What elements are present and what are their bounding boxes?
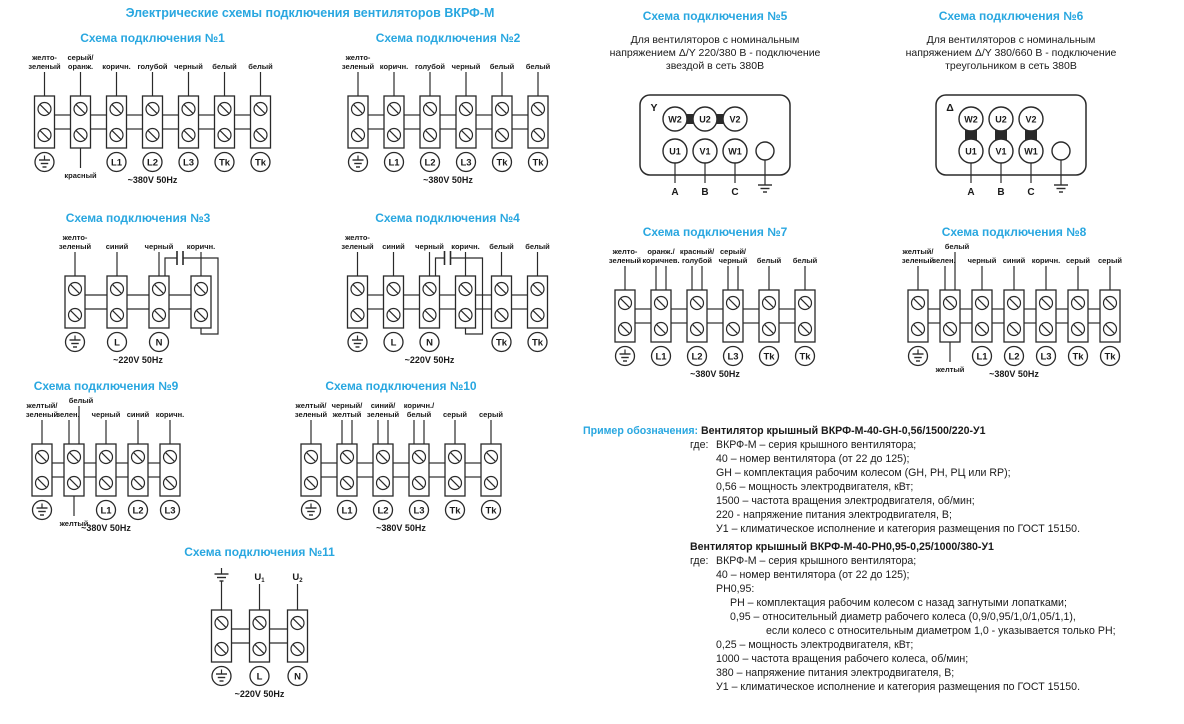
terminal-designation: Tk [799, 351, 811, 363]
terminal-designation: Tk [532, 157, 544, 169]
terminal-top-label: зеленый [341, 62, 375, 71]
voltage-label: ~220V 50Hz [404, 355, 455, 365]
scheme-11 [172, 544, 347, 705]
scheme-11-diagram [172, 560, 347, 705]
example-block-1 [690, 438, 1184, 536]
example-line: если колесо с относительным диаметром 1,0 - указывается только PH; [766, 625, 1116, 637]
terminal-top-label: зеленый [28, 62, 61, 71]
terminal-top-label: коричнев. [642, 256, 680, 265]
terminal-top-label: $U_1$ [254, 572, 265, 584]
terminal-designation: L3 [460, 157, 472, 169]
example-line: У1 – климатическое исполнение и категория размещения по ГОСТ 15150. [716, 681, 1081, 693]
scheme-2 [322, 30, 574, 191]
terminal-top-label: белый [489, 242, 514, 251]
terminal-below-label: красный [64, 171, 97, 180]
terminal-top-label: коричн. [379, 62, 409, 71]
terminal-designation: L1 [341, 505, 353, 517]
example-lines-1 [716, 438, 1184, 536]
terminal-designation: L1 [976, 351, 988, 363]
terminal-top-label: белый [406, 410, 432, 419]
example-line: ВКРФ-М – серия крышного вентилятора; [716, 439, 917, 451]
winding-terminal-label: W1 [1024, 146, 1038, 157]
ground-terminal-icon [66, 333, 85, 352]
terminal-top-label: $U_2$ [292, 572, 303, 584]
terminal-top-label: желто- [62, 233, 88, 242]
terminal-designation: Tk [449, 505, 461, 517]
terminal-top-label: зеленый [366, 410, 400, 419]
terminal-designation: L2 [146, 157, 159, 169]
terminal-top-label: коричн. [451, 242, 480, 251]
terminal-designation: Tk [496, 157, 508, 169]
terminal-top-label: коричн. [102, 62, 131, 71]
earth-terminal [756, 142, 774, 160]
phase-label: A [967, 187, 975, 198]
winding-symbol: Y [650, 102, 658, 114]
ground-terminal-icon [35, 153, 54, 172]
terminal-designation: L1 [110, 157, 123, 169]
terminal-designation: L3 [413, 505, 425, 517]
terminal-top-label: желто- [32, 53, 57, 62]
scheme-8-diagram [895, 240, 1133, 385]
terminal-top-label: оранж. [67, 62, 94, 71]
terminal-top-label: коричн. [155, 410, 185, 419]
terminal-designation: L3 [182, 157, 195, 169]
terminal-designation: L [256, 671, 263, 683]
earth-terminal [1052, 142, 1070, 160]
terminal-top-label: коричн. [1031, 256, 1061, 265]
scheme-10-diagram [270, 394, 532, 539]
description-line: Для вентиляторов с номинальным [926, 34, 1096, 46]
terminal-designation: Tk [763, 351, 775, 363]
example-line: PH0,95: [716, 583, 755, 595]
terminal-top-label: зеленый [608, 256, 642, 265]
example-line: ВКРФ-М – серия крышного вентилятора; [716, 555, 917, 567]
terminal-top-label: синий [1002, 256, 1026, 265]
terminal-designation: Tk [485, 505, 497, 517]
terminal-top-label: зеленый [341, 242, 374, 251]
terminal-designation: L2 [1008, 351, 1020, 363]
example-line: 0,56 – мощность электродвигателя, кВт; [716, 481, 914, 493]
terminal-top-label: черный [967, 256, 997, 265]
terminal-designation: L2 [132, 505, 144, 517]
terminal-designation: L2 [424, 157, 436, 169]
terminal-top-label: зеленый [294, 410, 328, 419]
description-line: Для вентиляторов с номинальным [630, 34, 800, 46]
terminal-top-label: коричн. [186, 242, 216, 251]
terminal-designation: L1 [100, 505, 112, 517]
terminal-top-label: белый [944, 242, 970, 251]
example-line: 1500 – частота вращения электродвигателя, об/мин; [716, 495, 975, 507]
terminal-top-label: серый/ [719, 247, 747, 256]
terminal-designation: Tk [1072, 351, 1084, 363]
terminal-top-label: черный [718, 256, 748, 265]
terminal-top-label: белый [756, 256, 782, 265]
terminal-top-label: голубой [414, 62, 446, 71]
terminal-top-label: черный [451, 62, 481, 71]
terminal-top-label: синий [105, 242, 129, 251]
scheme-9-title: Схема подключения №9 [33, 379, 179, 393]
terminal-top-label: белый [792, 256, 818, 265]
scheme-5-description [586, 34, 844, 73]
voltage-label: ~380V 50Hz [81, 523, 131, 533]
terminal-top-label: голубой [137, 62, 168, 71]
winding-terminal-label: U1 [965, 146, 977, 157]
scheme-1-diagram [10, 46, 295, 191]
terminal-top-label: серый [479, 410, 503, 419]
terminal-top-label: серый [1098, 256, 1122, 265]
terminal-top-label: белый [525, 242, 550, 251]
terminal-top-label: желтый/ [295, 401, 327, 410]
terminal-top-label: желтый/ [26, 401, 58, 410]
terminal-designation: N [155, 337, 163, 349]
example-title-2: Вентилятор крышный ВКРФ-М-40-PH0,95-0,25/1000/380-У1 [690, 541, 994, 553]
scheme-7-title: Схема подключения №7 [642, 225, 788, 239]
scheme-2-diagram [322, 46, 574, 191]
scheme-8 [895, 224, 1133, 385]
voltage-label: ~380V 50Hz [989, 369, 1039, 379]
winding-terminal-label: V1 [699, 146, 711, 157]
example-label: Пример обозначения: [583, 425, 699, 437]
example-line: PH – комплектация рабочим колесом с назад загнутыми лопатками; [730, 597, 1067, 609]
terminal-box [640, 95, 790, 175]
voltage-label: ~380V 50Hz [376, 523, 426, 533]
terminal-top-label: зеленый [901, 256, 935, 265]
terminal-top-label: желто- [612, 247, 638, 256]
description-line: треугольником в сеть 380В [945, 60, 1077, 72]
scheme-6-title: Схема подключения №6 [938, 9, 1084, 23]
winding-symbol: Δ [946, 102, 954, 114]
terminal-box [936, 95, 1086, 175]
scheme-7-diagram [586, 240, 844, 385]
terminal-top-label: белый [212, 62, 237, 71]
terminal-designation: N [426, 337, 433, 349]
winding-terminal-label: W1 [728, 146, 742, 157]
terminal-top-label: зеленый [58, 242, 92, 251]
scheme-10 [270, 378, 532, 539]
scheme-9-diagram [2, 394, 210, 539]
scheme-6-description [886, 34, 1136, 73]
terminal-top-label: желто- [345, 233, 370, 242]
terminal-top-label: синий [126, 410, 150, 419]
voltage-label: ~380V 50Hz [423, 175, 473, 185]
example-line: 1000 – частота вращения рабочего колеса, об/мин; [716, 653, 969, 665]
scheme-4 [330, 210, 565, 371]
terminal-below-label: желтый [935, 365, 965, 374]
example-title-1: Вентилятор крышный ВКРФ-М-40-GH-0,56/1500/220-У1 [701, 425, 986, 437]
scheme-3 [38, 210, 238, 371]
example-line: У1 – климатическое исполнение и категория размещения по ГОСТ 15150. [716, 523, 1081, 535]
terminal-top-label: голубой [681, 256, 713, 265]
page-title: Электрические схемы подключения вентиляторов ВКРФ-М [125, 6, 495, 20]
winding-terminal-label: V2 [729, 114, 741, 125]
terminal-top-label: зелен. [56, 410, 80, 419]
terminal-top-label: оранж./ [647, 247, 675, 256]
winding-terminal-label: U2 [699, 114, 711, 125]
winding-terminal-label: V1 [995, 146, 1007, 157]
scheme-6-diagram [886, 73, 1136, 213]
terminal-designation: L2 [377, 505, 389, 517]
scheme-8-title: Схема подключения №8 [941, 225, 1087, 239]
voltage-label: ~220V 50Hz [113, 355, 163, 365]
terminal-top-label: серый [1066, 256, 1090, 265]
ground-terminal-icon [349, 153, 368, 172]
winding-terminal-label: W2 [668, 114, 682, 125]
scheme-3-diagram [38, 226, 238, 371]
ground-terminal-icon [302, 501, 321, 520]
scheme-10-title: Схема подключения №10 [325, 379, 477, 393]
description-line: напряжением Δ/Y 220/380 В - подключение [609, 47, 821, 59]
terminal-top-label: зелен. [932, 256, 956, 265]
terminal-designation: Tk [254, 157, 267, 169]
terminal-top-label: желтый/ [902, 247, 934, 256]
terminal-top-label: синий/ [370, 401, 396, 410]
terminal-top-label: желто- [345, 53, 371, 62]
scheme-2-title: Схема подключения №2 [375, 31, 521, 45]
terminal-designation: N [294, 671, 301, 683]
phase-label: C [731, 187, 739, 198]
description-line: напряжением Δ/Y 380/660 В - подключение [905, 47, 1117, 59]
scheme-1-title: Схема подключения №1 [80, 31, 225, 45]
terminal-top-label: черный [91, 410, 121, 419]
capacitor-lead [165, 258, 177, 276]
terminal-top-label: белый [68, 396, 94, 405]
example-lines-2 [716, 554, 1184, 694]
voltage-label: ~220V 50Hz [234, 689, 285, 699]
terminal-designation: L [114, 337, 120, 349]
phase-label: B [997, 187, 1005, 198]
scheme-11-title: Схема подключения №11 [184, 545, 335, 559]
scheme-4-title: Схема подключения №4 [375, 211, 520, 225]
ground-terminal-icon [909, 347, 928, 366]
terminal-designation: Tk [218, 157, 231, 169]
scheme-3-title: Схема подключения №3 [65, 211, 211, 225]
terminal-top-label: белый [489, 62, 515, 71]
winding-terminal-label: U1 [669, 146, 681, 157]
ground-terminal-icon [616, 347, 635, 366]
example-line: 380 – напряжение питания электродвигателя, В; [716, 667, 955, 679]
terminal-top-label: синий [382, 242, 405, 251]
phase-label: B [701, 187, 709, 198]
terminal-top-label: черный [415, 242, 444, 251]
terminal-designation: L3 [727, 351, 739, 363]
example-heading-row [583, 424, 1184, 438]
terminal-below-label: желтый [59, 519, 89, 528]
example-line: 40 – номер вентилятора (от 22 до 125); [716, 569, 910, 581]
terminal-designation: L [390, 337, 397, 349]
phase-label: A [671, 187, 679, 198]
terminal-designation: L1 [655, 351, 667, 363]
terminal-top-label: серый/ [67, 53, 94, 62]
terminal-top-label: красный/ [679, 247, 715, 256]
phase-label: C [1027, 187, 1035, 198]
ground-terminal-icon [348, 333, 367, 352]
terminal-top-label: белый [525, 62, 551, 71]
winding-terminal-label: U2 [995, 114, 1007, 125]
terminal-top-label: черный [174, 62, 203, 71]
voltage-label: ~380V 50Hz [690, 369, 740, 379]
terminal-top-label: черный/ [331, 401, 363, 410]
example-where-2: где: [690, 555, 709, 567]
ground-terminal-icon [33, 501, 52, 520]
example-block-2 [690, 554, 1184, 694]
terminal-top-label: зеленый [25, 410, 59, 419]
scheme-6 [886, 8, 1136, 213]
terminal-top-label: серый [443, 410, 467, 419]
scheme-5-diagram [586, 73, 844, 213]
terminal-designation: Tk [1104, 351, 1116, 363]
example-where-1: где: [690, 439, 709, 451]
terminal-designation: L1 [388, 157, 400, 169]
example-line: 0,25 – мощность электродвигателя, кВт; [716, 639, 914, 651]
designation-example [583, 424, 1184, 694]
terminal-designation: Tk [531, 337, 544, 349]
terminal-designation: Tk [495, 337, 508, 349]
capacitor-lead [436, 258, 445, 276]
scheme-1 [10, 30, 295, 191]
terminal-top-label: белый [248, 62, 273, 71]
voltage-label: ~380V 50Hz [127, 175, 178, 185]
example-line: 40 – номер вентилятора (от 22 до 125); [716, 453, 910, 465]
terminal-top-label: черный [144, 242, 174, 251]
scheme-4-diagram [330, 226, 565, 371]
example-line: 220 - напряжение питания электродвигателя, В; [716, 509, 952, 521]
terminal-top-label: желтый [332, 410, 362, 419]
scheme-9 [2, 378, 210, 539]
scheme-5 [586, 8, 844, 213]
scheme-7 [586, 224, 844, 385]
winding-terminal-label: W2 [964, 114, 978, 125]
terminal-top-label: коричн./ [403, 401, 435, 410]
example-line: 0,95 – относительный диаметр рабочего колеса (0,9/0,95/1,0/1,05/1,1), [730, 611, 1076, 623]
terminal-designation: L3 [1040, 351, 1052, 363]
ground-terminal-icon [212, 667, 231, 686]
scheme-5-title: Схема подключения №5 [642, 9, 788, 23]
winding-terminal-label: V2 [1025, 114, 1037, 125]
terminal-designation: L3 [164, 505, 176, 517]
example-line: GH – комплектация рабочим колесом (GH, PH, РЦ или RP); [716, 467, 1011, 479]
description-line: звездой в сеть 380В [665, 60, 765, 72]
terminal-designation: L2 [691, 351, 703, 363]
